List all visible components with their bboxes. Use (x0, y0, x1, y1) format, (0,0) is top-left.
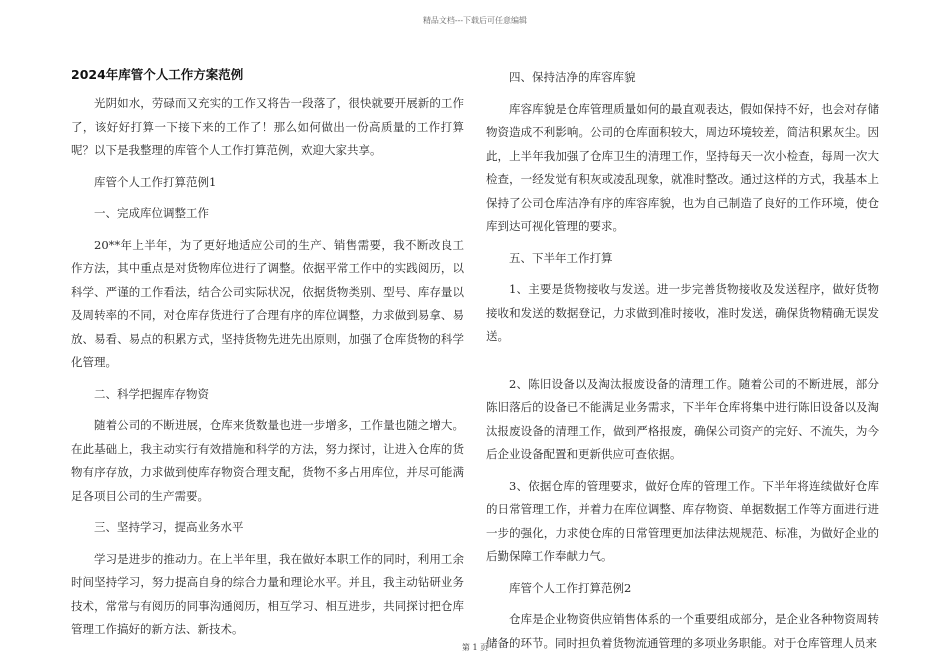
page-number: 第 1 页 (461, 643, 489, 652)
body-paragraph: 3、依据仓库的管理要求，做好仓库的管理工作。下半年将连续做好仓库的日常管理工作，并着力在库位调整、库存物资、单据数据工作等方面进行进一步的强化，力求使仓库的日常管理更加法律法规规范、标准，为做好企业的后勤保障工作奉献力气。 (486, 478, 879, 563)
document-title: 2024年库管个人工作方案范例 (71, 67, 244, 82)
section-heading: 四、保持洁净的库容库貌 (509, 70, 636, 84)
body-paragraph: 随着公司的不断进展，仓库来货数量也进一步增多，工作量也随之增大。在此基础上，我主动实行有效措施和科学的方法，努力探讨，让进入仓库的货物有序存放，力求做到使库存物资合理支配，货物不多占用库位，并尽可能满足各项目公司的生产需要。 (71, 418, 464, 503)
page-header: 精品文档---下载后可任意编辑 (422, 16, 528, 25)
body-paragraph: 仓库是企业物资供应销售体系的一个重要组成部分，是企业各种物资周转储备的环节。同时担负着货物流通管理的多项业务职能。对于仓库管理人员来 (486, 612, 879, 650)
body-paragraph: 库容库貌是仓库管理质量如何的最直观表达，假如保持不好，也会对存储物资造成不利影响。公司的仓库面积较大，周边环境较差，简洁积累灰尘。因此，上半年我加强了仓库卫生的清理工作，坚持每天一次小检查，每周一次大检查，一经发觉有积灰或凌乱现象，就准时整改。通过这样的方式，我基本上保持了公司仓库洁净有序的库容库貌，也为自己制造了良好的工作环境，使仓库到达可视化管理的要求。 (486, 101, 879, 233)
section-heading: 三、坚持学习，提高业务水平 (94, 520, 244, 534)
section-heading: 二、科学把握库存物资 (94, 386, 209, 401)
section-heading: 五、下半年工作打算 (509, 250, 613, 265)
left-column (71, 66, 464, 642)
intro-paragraph: 光阴如水，劳碌而又充实的工作又将告一段落了，很快就要开展新的工作了，该好好打算一下接下来的工作了！那么如何做出一份高质量的工作打算呢？以下是我整理的库管个人工作打算范例，欢迎大家共享。 (71, 96, 464, 157)
body-paragraph: 20**年上半年，为了更好地适应公司的生产、销售需要，我不断改良工作方法，其中重点是对货物库位进行了调整。依据平常工作中的实践阅历，以科学、严谨的工作看法，结合公司实际状况，依据货物类别、型号、库存量以及周转率的不同，对仓库存货进行了合理有序的库位调整，力求做到易拿、易放、易看、易点的积累方式，坚持货物先进先出原则，加强了仓库货物的科学化管理。 (71, 237, 464, 369)
body-paragraph: 1、主要是货物接收与发送。进一步完善货物接收及发送程序，做好货物接收和发送的数据登记，力求做到准时接收，准时发送，确保货物精确无误发送。 (486, 282, 879, 343)
section-heading: 一、完成库位调整工作 (94, 206, 209, 220)
example-heading: 库管个人工作打算范例2 (509, 580, 632, 595)
right-column (486, 66, 879, 655)
example-heading: 库管个人工作打算范例1 (94, 174, 217, 189)
body-paragraph: 学习是进步的推动力。在上半年里，我在做好本职工作的同时，利用工余时间坚持学习，努力提高自身的综合力量和理论水平。并且，我主动钻研业务技术，常常与有阅历的同事沟通阅历，相互学习、相互进步，共同探讨把仓库管理工作搞好的新方法、新技术。 (71, 551, 464, 636)
body-paragraph: 2、陈旧设备以及淘汰报废设备的清理工作。随着公司的不断进展，部分陈旧落后的设备已不能满足业务需求，下半年仓库将集中进行陈旧设备以及淘汰报废设备的清理工作，做到严格报废，确保公司资产的完好、不流失，为今后企业设备配置和更新供应可查依据。 (486, 376, 879, 461)
